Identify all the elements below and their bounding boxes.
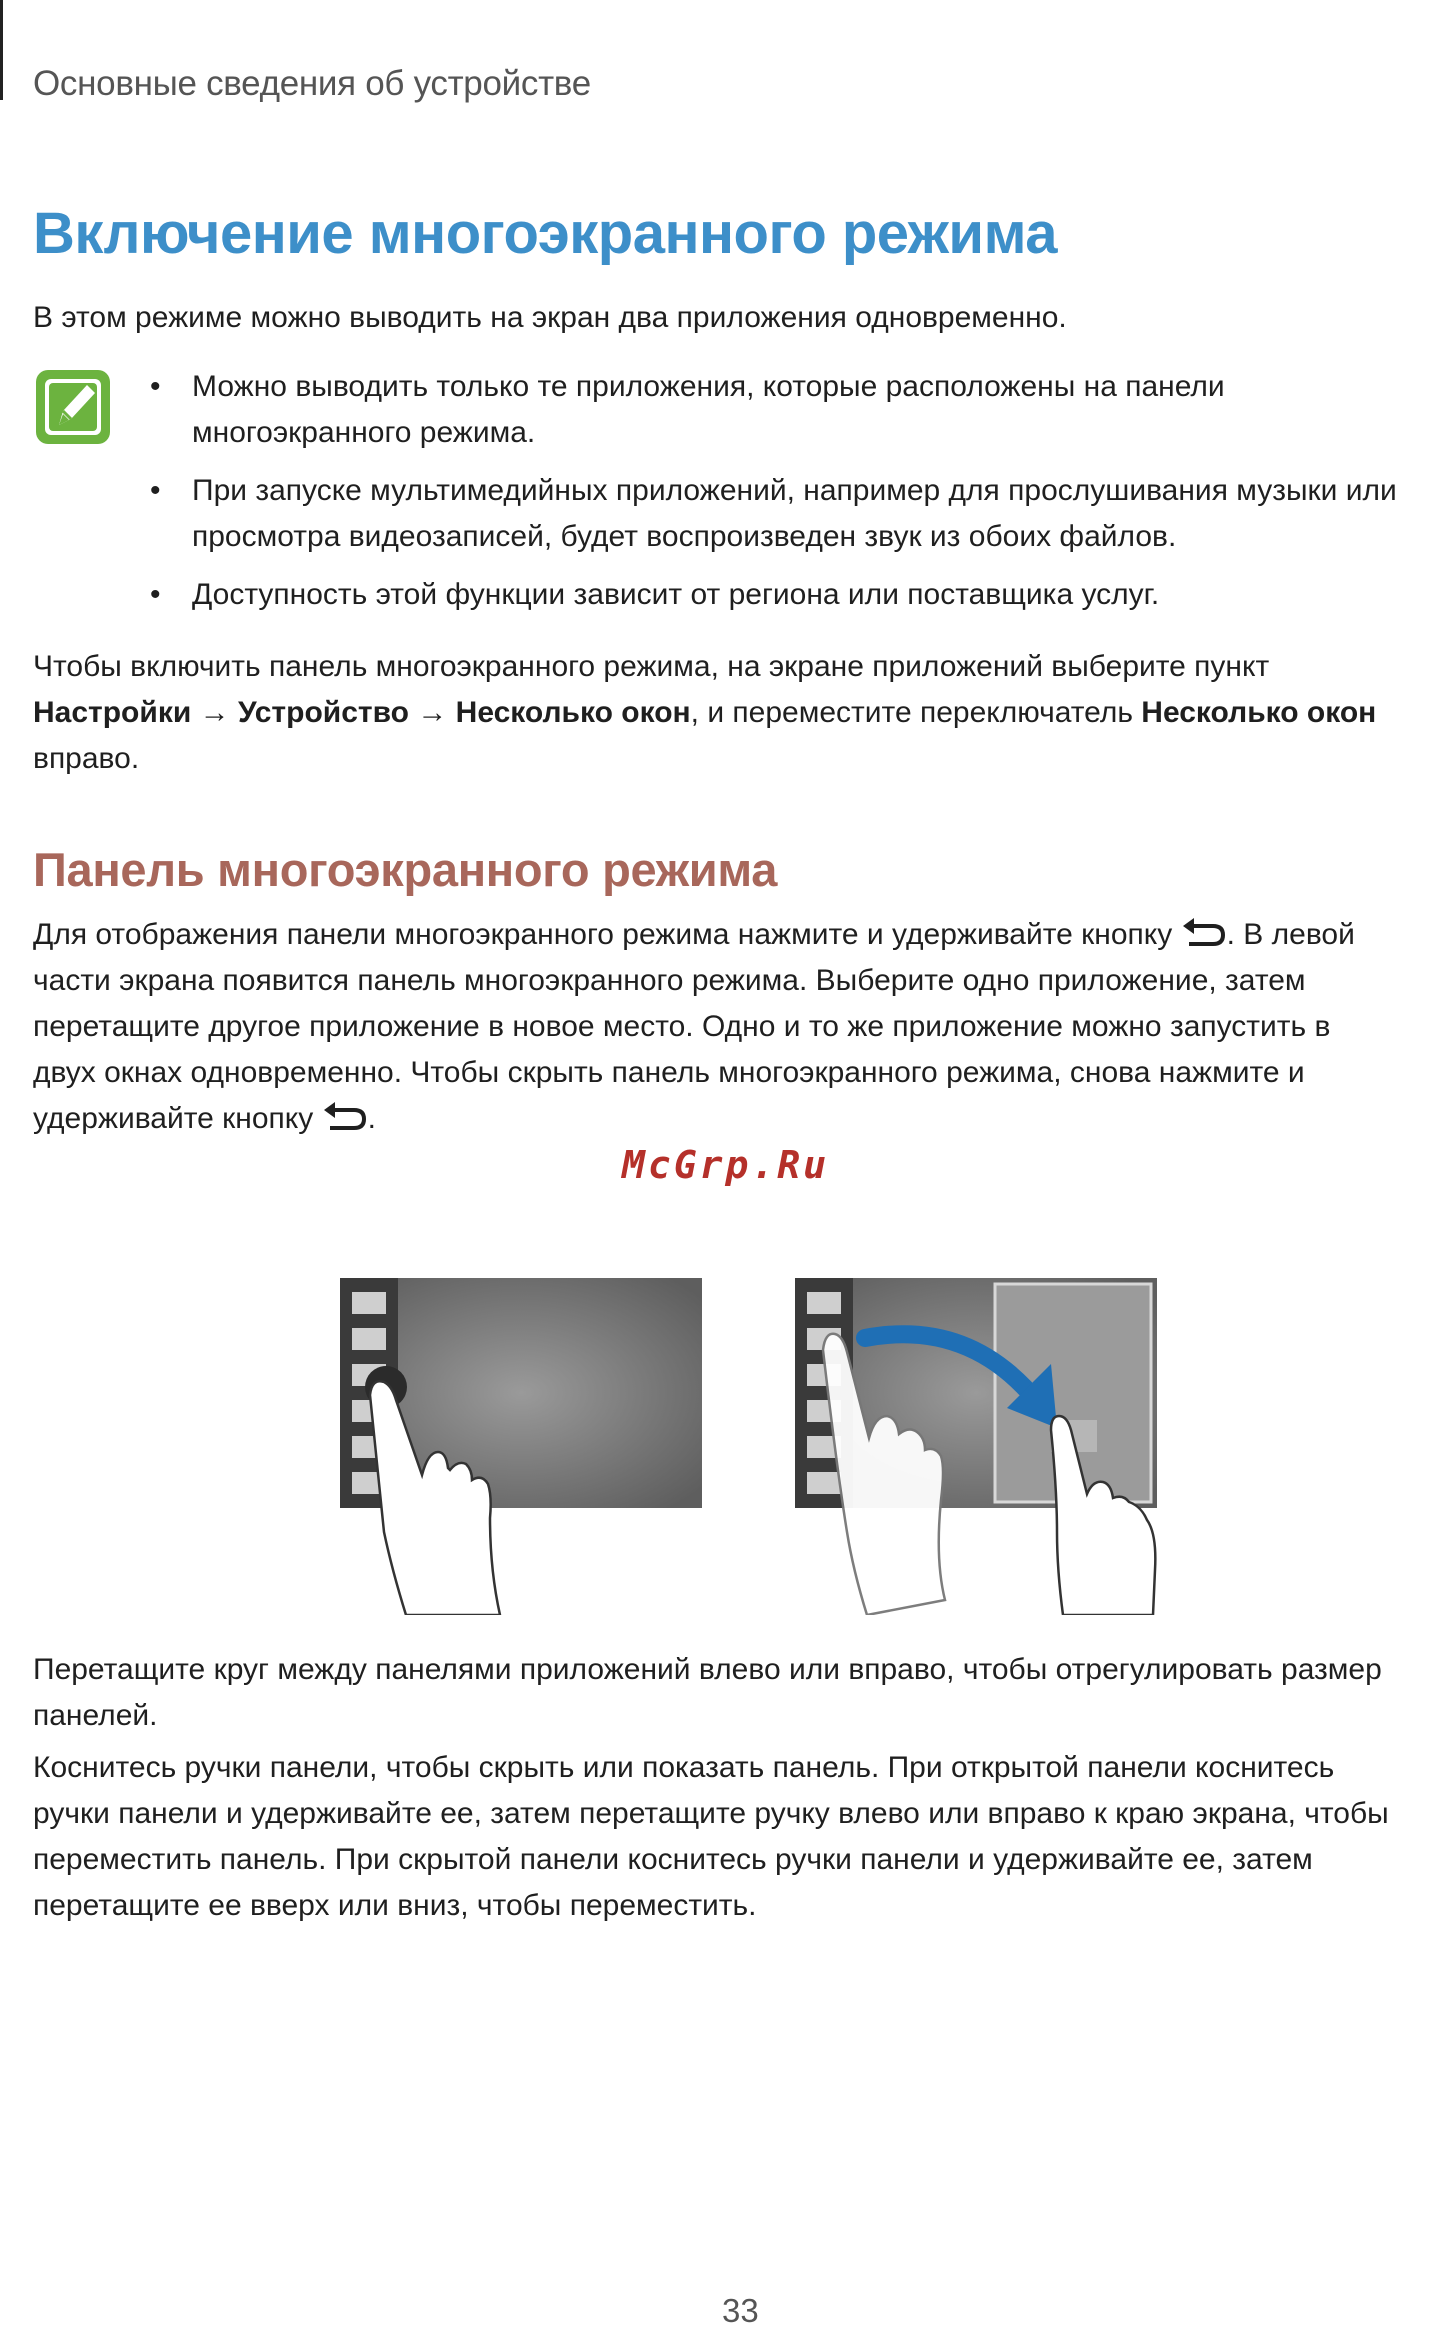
bullet-text: просмотра видеозаписей, будет воспроизведен звук из обоих файлов. [192, 520, 1177, 553]
header-rule [0, 0, 3, 100]
multiwindow-illustration [340, 1270, 1220, 1615]
menu-path-device: Устройство [237, 696, 409, 729]
switch-name: Несколько окон [1141, 696, 1377, 729]
enable-paragraph: Чтобы включить панель многоэкранного режима, на экране приложений выберите пункт Настройки → Устройство → Несколько окон, и переместите переключатель Несколько окон вправо. [33, 650, 1377, 775]
resize-paragraph: Перетащите круг между панелями приложений влево или вправо, чтобы отрегулировать размер панелей. [33, 1653, 1382, 1732]
intro-text: В этом режиме можно выводить на экран два приложения одновременно. [33, 301, 1067, 334]
section-header: Основные сведения об устройстве [33, 64, 591, 103]
page-number: 33 [722, 2292, 759, 2329]
page-title: Включение многоэкранного режима [33, 201, 1057, 266]
menu-path-multiwindow: Несколько окон [455, 696, 691, 729]
illustration-right [795, 1278, 1157, 1615]
note-pencil-icon [33, 367, 113, 447]
bullet-text: При запуске мультимедийных приложений, например для прослушивания музыки или [192, 474, 1397, 507]
bullet-text: Можно выводить только те приложения, которые расположены на панели [192, 370, 1225, 403]
bullet-text: Доступность этой функции зависит от региона или поставщика услуг. [192, 578, 1160, 611]
handle-paragraph: Коснитесь ручки панели, чтобы скрыть или показать панель. При открытой панели коснитесь ручки панели и удерживайте ее, затем перетащите ручку влево или вправо к краю экрана, чтобы переместить панель. При скрытой панели коснитесь ручки панели и удерживайте ее, затем перетащите ее вверх или вниз, чтобы переместить. [33, 1751, 1389, 1922]
menu-path-settings: Настройки [33, 696, 192, 729]
back-icon [1181, 916, 1227, 948]
illustration-left [340, 1278, 702, 1615]
section-subtitle: Панель многоэкранного режима [33, 843, 778, 896]
bullet-text: многоэкранного режима. [192, 416, 536, 449]
back-icon [322, 1100, 368, 1132]
watermark: McGrp.Ru [622, 1143, 830, 1187]
panel-paragraph: Для отображения панели многоэкранного режима нажмите и удерживайте кнопку . В левой части экрана появится панель многоэкранного режима. Выберите одно приложение, затем перетащите другое приложение в новое место. Одно и то же приложение можно запустить в двух окнах одновременно. Чтобы скрыть панель многоэкранного режима, снова нажмите и удерживайте кнопку . [33, 918, 1355, 1135]
